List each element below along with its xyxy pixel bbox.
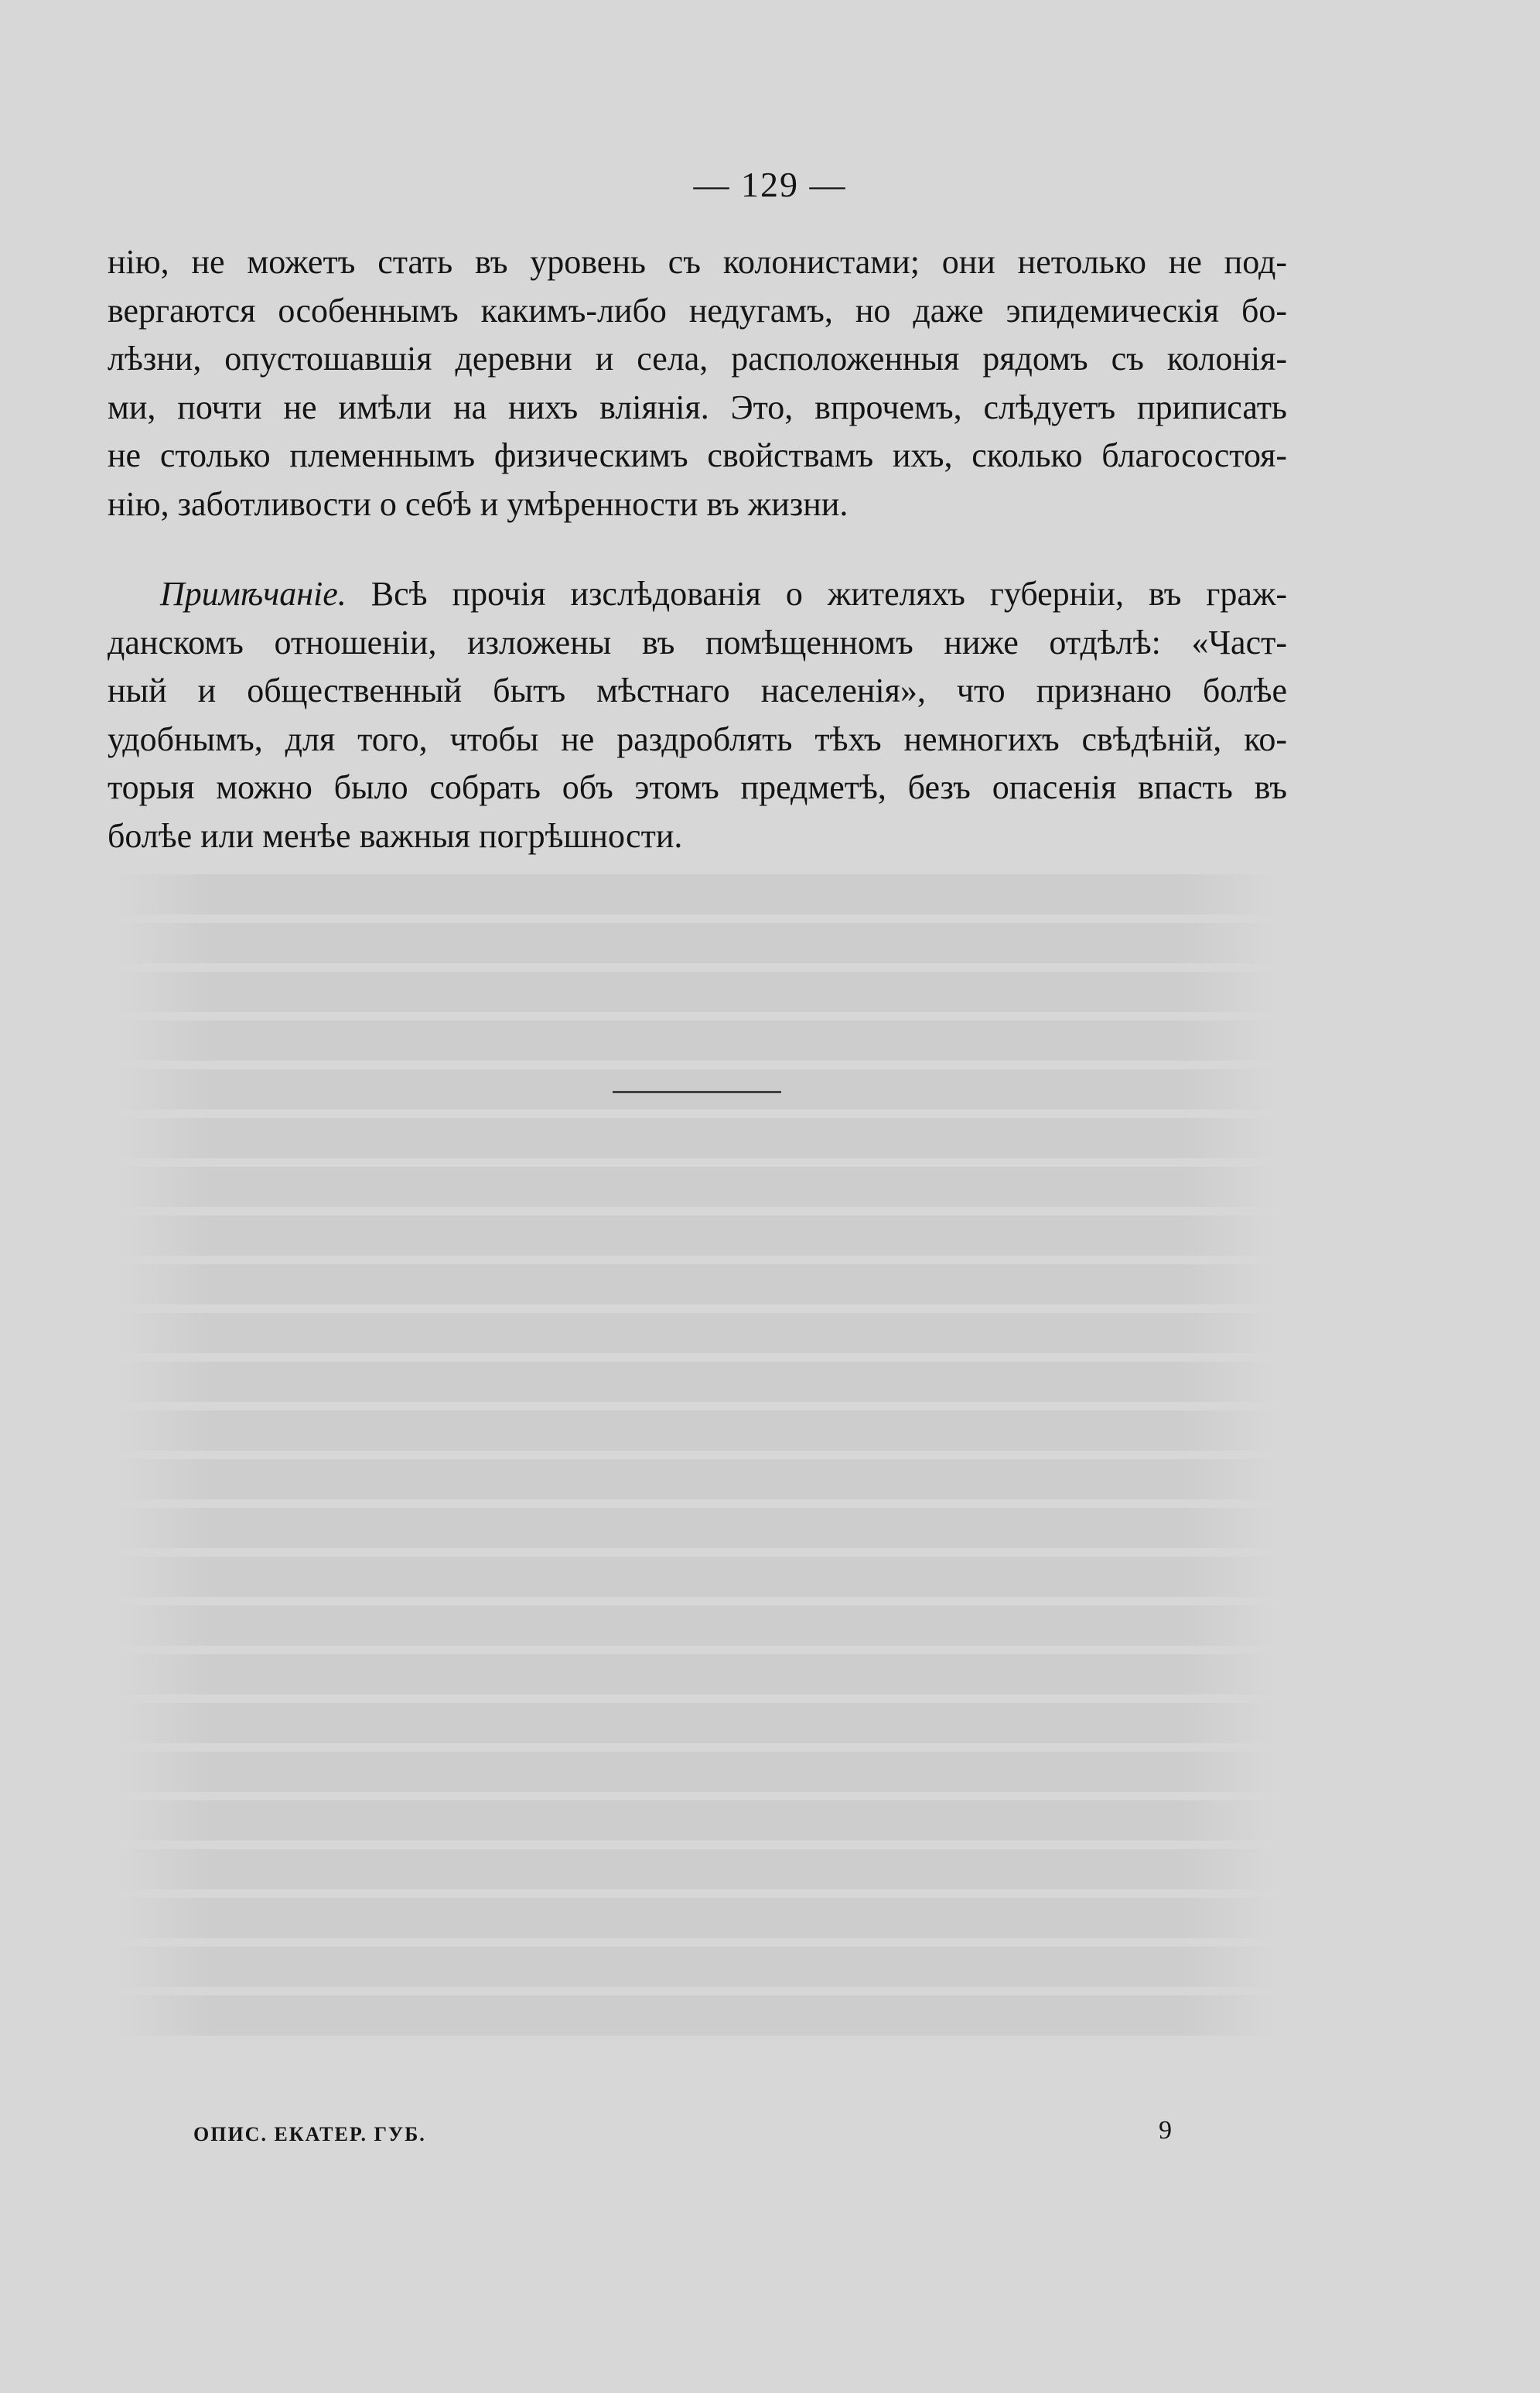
text-line: данскомъ отношеніи, изложены въ помѣщенномъ ниже отдѣлѣ: «Част-	[108, 623, 1287, 661]
paragraph-gap	[108, 528, 1287, 570]
text-line: торыя можно было собрать объ этомъ предметѣ, безъ опасенія впасть въ	[108, 768, 1287, 806]
body-text	[108, 238, 1287, 860]
text-line: ный и общественный бытъ мѣстнаго населенія», что признано болѣе	[108, 672, 1287, 709]
text-line: болѣе или менѣе важныя погрѣшности.	[108, 816, 683, 855]
text-line: нію, заботливости о себѣ и умѣренности въ жизни.	[108, 484, 849, 523]
note-first-line	[108, 570, 1287, 619]
bleed-through-texture	[116, 874, 1276, 2044]
note-label: Примѣчаніе.	[160, 575, 347, 613]
text-line: нію, не можетъ стать въ уровень съ колонистами; они нетолько не под-	[108, 243, 1287, 281]
text-line: вергаются особеннымъ какимъ-либо недугамъ, но даже эпидемическія бо-	[108, 291, 1287, 330]
footer-signature: ОПИС. ЕКАТЕР. ГУБ.	[193, 2123, 426, 2145]
text-line: удобнымъ, для того, чтобы не раздроблять тѣхъ немногихъ свѣдѣній, ко-	[108, 720, 1287, 758]
note-first-line-text: Всѣ прочія изслѣдованія о жителяхъ губерніи, въ граж-	[370, 575, 1287, 613]
text-line: лѣзни, опустошавшія деревни и села, расположенныя рядомъ съ колонія-	[108, 340, 1287, 378]
text-line: ми, почти не имѣли на нихъ вліянія. Это, впрочемъ, слѣдуетъ приписать	[108, 388, 1287, 426]
footer-sheet-number: 9	[1159, 2116, 1172, 2145]
page-number-header: — 129 —	[693, 165, 847, 204]
text-line: не столько племеннымъ физическимъ свойствамъ ихъ, сколько благосостоя-	[108, 436, 1287, 474]
